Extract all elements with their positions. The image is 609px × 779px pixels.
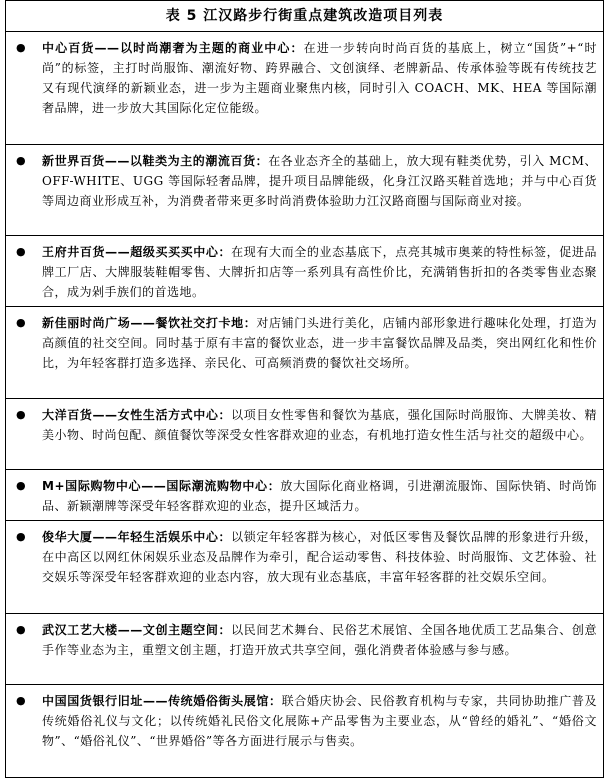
bullet-icon: ● [16,316,26,329]
bullet-icon: ● [16,623,26,636]
table-row [6,521,603,614]
table-row [6,614,603,685]
row-heading: M+国际购物中心——国际潮流购物中心： [42,479,281,493]
row-content [42,691,597,772]
table-row [6,399,603,470]
row-content [42,476,597,515]
row-content [42,527,597,608]
table-title: 表 5 江汉路步行街重点建筑改造项目列表 [5,0,604,31]
row-content [42,151,597,230]
row-heading: 武汉工艺大楼——文创主题空间： [42,623,232,637]
row-text: 放大国际化商业格调，引进潮流服饰、国际快销、时尚饰品、新颖潮牌等深受年轻客群欢迎的业态，提升区域活力。 [42,479,597,513]
row-text: 在进一步转向时尚百货的基底上，树立“国货”+“时尚”的标签，主打时尚服饰、潮流好物、跨界融合、文创演绎、老牌新品、传承体验等既有传统技艺又有现代演绎的新颖业态，进一步为主题商业聚焦内核，同时引入 COACH、MK、HEA 等国际潮奢品牌，进一步放大其国际化定位能级。 [42,41,597,115]
row-text: 以锁定年轻客群为核心，对低区零售及餐饮品牌的形象进行升级，在中高区以网红休闲娱乐业态及品牌作为牵引，配合运动零售、科技体验、时尚服饰、文艺体验、社交娱乐等深受年轻客群欢迎的业态内容，放大现有业态基底，丰富年轻客群的社交娱乐空间。 [42,530,597,584]
table-row [6,685,603,777]
row-text: 联合婚庆协会、民俗教育机构与专家，共同协助推广普及传统婚俗礼仪与文化；以传统婚礼民俗文化展陈+产品零售为主要业态，从“曾经的婚礼”、“婚俗文物”、“婚俗礼仪”、“世界婚俗”等各方面进行展示与售卖。 [42,694,597,748]
table-row [6,470,603,521]
row-content [42,620,597,679]
row-text: 以民间艺术舞台、民俗艺术展馆、全国各地优质工艺品集合、创意手作等业态为主，重塑文创主题，打造开放式共享空间，强化消费者体验感与参与感。 [42,623,597,657]
row-heading: 中心百货——以时尚潮奢为主题的商业中心： [42,41,304,55]
row-content [42,242,597,301]
row-heading: 中国国货银行旧址——传统婚俗街头展馆： [42,694,282,708]
table-row [6,236,603,307]
row-content [42,38,597,139]
row-text: 在各业态齐全的基础上，放大现有鞋类优势，引入 MCM、OFF-WHITE、UGG 等国际轻奢品牌，提升项目品牌能级，化身江汉路买鞋首选地；并与中心百货等周边商业形成互补，为消费者带来更多时尚消费体验助力江汉路商圈与国际商业对接。 [42,154,597,208]
row-content [42,405,597,464]
row-text: 以项目女性零售和餐饮为基底，强化国际时尚服饰、大牌美妆、精美小物、时尚包配、颜值餐饮等深受女性客群欢迎的业态，有机地打造女性生活与社交的超级中心。 [42,408,597,442]
row-heading: 新佳丽时尚广场——餐饮社交打卡地： [42,316,257,330]
table-row [6,32,603,145]
bullet-icon: ● [16,154,26,167]
row-heading: 俊华大厦——年轻生活娱乐中心： [42,530,232,544]
row-text: 对店铺门头进行美化，店铺内部形象进行趣味化处理，打造为高颜值的社交空间。同时基于原有丰富的餐饮业态，进一步丰富餐饮品牌及品类，突出网红化和性价比，为年轻客群打造多选择、亲民化、可高频消费的餐饮社交场所。 [42,316,597,370]
row-heading: 新世界百货——以鞋类为主的潮流百货： [42,154,269,168]
row-heading: 大洋百货——女性生活方式中心： [42,408,232,422]
table-row [6,307,603,399]
bullet-icon: ● [16,479,26,492]
row-heading: 王府井百货——超级买买买中心： [42,245,232,259]
row-content [42,313,597,393]
bullet-icon: ● [16,694,26,707]
table-row [6,145,603,236]
bullet-icon: ● [16,245,26,258]
row-text: 在现有大而全的业态基底下，点亮其城市奥莱的特性标签，促进品牌工厂店、大牌服装鞋帽零售、大牌折扣店等一系列具有高性价比，充满销售折扣的各类零售业态聚合，成为剁手族们的首选地。 [42,245,597,299]
bullet-icon: ● [16,530,26,543]
bullet-icon: ● [16,408,26,421]
project-table [5,31,604,778]
bullet-icon: ● [16,41,26,54]
